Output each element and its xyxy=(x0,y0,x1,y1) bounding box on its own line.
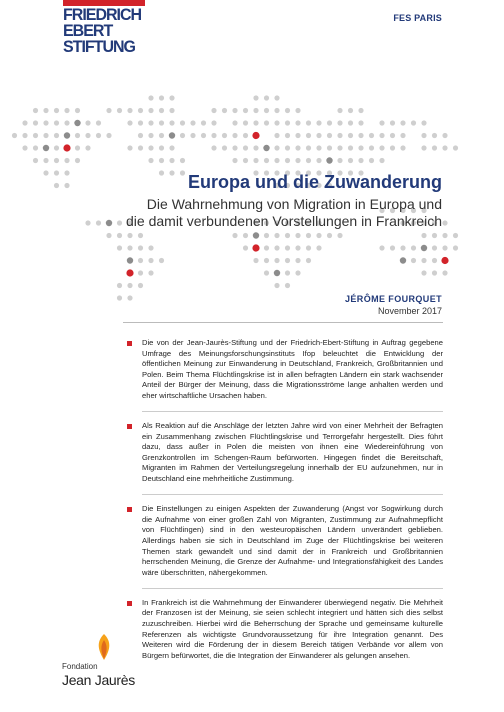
map-dot xyxy=(127,283,132,288)
map-dot xyxy=(96,133,101,138)
map-dot xyxy=(63,144,70,151)
map-dot xyxy=(337,145,342,150)
map-dot xyxy=(148,270,153,275)
map-dot xyxy=(201,120,206,125)
map-dot xyxy=(138,245,143,250)
map-dot xyxy=(43,108,48,113)
map-dot xyxy=(117,233,122,238)
map-dot xyxy=(274,145,279,150)
subtitle-line-2: die damit verbundenen Vorstellungen in Frankreich xyxy=(126,213,442,229)
map-dot xyxy=(127,295,132,300)
publication-date: November 2017 xyxy=(377,306,442,316)
map-dot xyxy=(295,158,300,163)
map-dot xyxy=(295,108,300,113)
map-dot xyxy=(253,120,258,125)
map-dot xyxy=(306,233,311,238)
map-dot xyxy=(159,108,164,113)
map-dot xyxy=(264,158,269,163)
map-dot xyxy=(138,258,143,263)
map-dot xyxy=(264,245,269,250)
map-dot xyxy=(148,120,153,125)
map-dot xyxy=(232,120,237,125)
map-dot xyxy=(264,258,269,263)
map-dot xyxy=(148,108,153,113)
map-dot xyxy=(421,120,426,125)
map-dot xyxy=(442,145,447,150)
map-dot xyxy=(358,133,363,138)
map-dot xyxy=(22,120,27,125)
map-dot xyxy=(274,120,279,125)
map-dot xyxy=(127,145,132,150)
map-dot xyxy=(33,108,38,113)
map-dot xyxy=(411,258,416,263)
map-dot xyxy=(222,108,227,113)
map-dot xyxy=(253,232,259,238)
map-dot xyxy=(127,108,132,113)
map-dot xyxy=(348,133,353,138)
map-dot xyxy=(337,120,342,125)
map-dot xyxy=(222,133,227,138)
map-dot xyxy=(243,120,248,125)
map-dot xyxy=(295,145,300,150)
map-dot xyxy=(369,133,374,138)
map-dot xyxy=(117,245,122,250)
map-dot xyxy=(138,233,143,238)
map-dot xyxy=(327,233,332,238)
map-dot xyxy=(74,120,80,126)
logo-line-3: STIFTUNG xyxy=(63,38,135,57)
map-dot xyxy=(106,108,111,113)
map-dot xyxy=(306,158,311,163)
logo-line-2: EBERT xyxy=(63,22,113,41)
map-dot xyxy=(285,108,290,113)
office-label: FES PARIS xyxy=(393,13,442,23)
map-dot xyxy=(295,270,300,275)
map-dot xyxy=(169,158,174,163)
map-dot xyxy=(43,158,48,163)
map-dot xyxy=(421,145,426,150)
map-dot xyxy=(285,158,290,163)
map-dot xyxy=(126,269,133,276)
map-dot xyxy=(421,133,426,138)
divider xyxy=(123,322,443,323)
map-dot xyxy=(43,120,48,125)
map-dot xyxy=(327,133,332,138)
map-dot xyxy=(159,145,164,150)
map-dot xyxy=(390,145,395,150)
map-dot xyxy=(264,108,269,113)
map-dot xyxy=(211,120,216,125)
map-dot xyxy=(432,245,437,250)
map-dot xyxy=(348,145,353,150)
map-dot xyxy=(411,120,416,125)
map-dot xyxy=(295,233,300,238)
map-dot xyxy=(441,257,448,264)
map-dot xyxy=(285,233,290,238)
map-dot xyxy=(190,133,195,138)
map-dot xyxy=(379,158,384,163)
map-dot xyxy=(138,145,143,150)
map-dot xyxy=(285,245,290,250)
map-dot xyxy=(75,108,80,113)
map-dot xyxy=(169,120,174,125)
map-dot xyxy=(337,158,342,163)
map-dot xyxy=(442,133,447,138)
map-dot xyxy=(75,158,80,163)
map-dot xyxy=(138,133,143,138)
map-dot xyxy=(33,120,38,125)
map-dot xyxy=(106,233,111,238)
map-dot xyxy=(54,120,59,125)
map-dot xyxy=(85,145,90,150)
map-dot xyxy=(64,108,69,113)
map-dot xyxy=(379,133,384,138)
map-dot xyxy=(85,120,90,125)
map-dot xyxy=(264,120,269,125)
map-dot xyxy=(285,270,290,275)
fondation-label: Fondation xyxy=(62,662,98,671)
map-dot xyxy=(148,158,153,163)
map-dot xyxy=(117,108,122,113)
map-dot xyxy=(232,233,237,238)
map-dot xyxy=(253,258,258,263)
map-dot xyxy=(64,120,69,125)
map-dot xyxy=(274,245,279,250)
map-dot xyxy=(243,108,248,113)
map-dot xyxy=(453,245,458,250)
map-dot xyxy=(432,145,437,150)
flame-icon xyxy=(84,632,124,662)
map-dot xyxy=(358,158,363,163)
map-dot xyxy=(159,120,164,125)
map-dot xyxy=(253,158,258,163)
map-dot xyxy=(169,132,175,138)
map-dot xyxy=(127,245,132,250)
map-dot xyxy=(306,133,311,138)
map-dot xyxy=(285,258,290,263)
map-dot xyxy=(390,245,395,250)
map-dot xyxy=(369,145,374,150)
map-dot xyxy=(222,145,227,150)
summary-paragraph xyxy=(125,504,443,578)
paragraph-text: Als Reaktion auf die Anschläge der letzten Jahre wird von einer Mehrheit der Befragten ein Zusammenhang zwischen Flüchtlingskrise und Terrorgefahr hergestellt. Dies führt dazu, dass außer in Polen die meisten von ihnen eine Wiedereinführung von Grenzkontrollen im Schengen-Raum befürworten. Hingegen findet die Bereitschaft, Migranten im Rahmen der Verteilungsregelung innerhalb der EU aufzunehmen, nur in Deutschland eine mehrheitliche Zustimmung. xyxy=(142,421,443,484)
map-dot xyxy=(274,95,279,100)
map-dot xyxy=(148,258,153,263)
map-dot xyxy=(348,158,353,163)
map-dot xyxy=(327,145,332,150)
map-dot xyxy=(316,120,321,125)
map-dot xyxy=(180,133,185,138)
map-dot xyxy=(232,108,237,113)
map-dot xyxy=(327,120,332,125)
map-dot xyxy=(285,120,290,125)
map-dot xyxy=(148,245,153,250)
map-dot xyxy=(253,95,258,100)
map-dot xyxy=(138,270,143,275)
map-dot xyxy=(453,233,458,238)
map-dot xyxy=(400,133,405,138)
map-dot xyxy=(138,120,143,125)
map-dot xyxy=(169,108,174,113)
map-dot xyxy=(421,233,426,238)
map-dot xyxy=(54,108,59,113)
map-dot xyxy=(232,133,237,138)
subtitle-line-1: Die Wahrnehmung von Migration in Europa und xyxy=(146,196,442,212)
map-dot xyxy=(54,145,59,150)
map-dot xyxy=(442,233,447,238)
summary-content xyxy=(125,338,443,671)
map-dot xyxy=(274,258,279,263)
map-dot xyxy=(285,283,290,288)
map-dot xyxy=(326,157,332,163)
map-dot xyxy=(117,295,122,300)
map-dot xyxy=(295,120,300,125)
bullet-square-icon xyxy=(127,601,132,606)
map-dot xyxy=(316,158,321,163)
map-dot xyxy=(421,245,427,251)
map-dot xyxy=(252,132,259,139)
fes-logo xyxy=(63,0,145,56)
map-dot xyxy=(159,158,164,163)
map-dot xyxy=(169,145,174,150)
map-dot xyxy=(400,245,405,250)
paragraph-text: Die von der Jean-Jaurès-Stiftung und der Friedrich-Ebert-Stiftung in Auftrag gegebene Umfrage des Meinungsforschungsinstituts Ifop beleuchtet die Entwicklung der öffentlichen Meinung zur Einwanderung in Deutschland, Frankreich, Großbritannien und Polen. Beim Thema Flüchtlingskrise ist in allen befragten Ländern ein stark wachsender Anteil der Bürger der Meinung, dass die Migrationsströme lange anhalten werden und eher wirtschaftliche Ursachen haben. xyxy=(142,338,443,400)
map-dot xyxy=(211,133,216,138)
paragraph-divider xyxy=(142,588,443,589)
map-dot xyxy=(316,233,321,238)
map-dot xyxy=(106,133,111,138)
map-dot xyxy=(138,283,143,288)
map-dot xyxy=(190,120,195,125)
map-dot xyxy=(243,158,248,163)
paragraph-text: Die Einstellungen zu einigen Aspekten der Zuwanderung (Angst vor Sogwirkung durch die Aufnahme von einer großen Zahl von Migranten, Zustimmung zur Aufnahmepflicht von Flüchtlingen) sind in den westeuropäischen Ländern unverändert geblieben. Allerdings haben sie sich in Deutschland im Zuge der Flüchtlingskrise bei weiteren Themen stark gewandelt und sind damit der in Frankreich und Großbritannien herrschenden Meinung, die Grenze der Aufnahme- und Integrationsfähigkeit des Landes wäre überschritten, nähergekommen. xyxy=(142,504,443,577)
author-name: JÉRÔME FOURQUET xyxy=(344,294,442,304)
paragraph-text: In Frankreich ist die Wahrnehmung der Einwanderer überwiegend negativ. Die Mehrheit der Franzosen ist der Meinung, sie seien schlecht integriert und hätten sich dies selbst zuzuschreiben. Hierbei wird die Beherrschung der Sprache und gemeinsame kulturelle Referenzen als wichtigste Grundvoraussetzung für ihre Integration genannt. Des Weiteren wird die Förderung der in diesem Bereich tätigen Verbände vor allem von Bürgern befürwortet, die die Integration der Einwanderer als gelungen ansehen. xyxy=(142,597,443,660)
map-dot xyxy=(295,133,300,138)
map-dot xyxy=(274,108,279,113)
fondation-name: Jean Jaurès xyxy=(62,672,135,688)
map-dot xyxy=(22,145,27,150)
map-dot xyxy=(358,120,363,125)
map-dot xyxy=(411,245,416,250)
map-dot xyxy=(432,133,437,138)
map-dot xyxy=(75,145,80,150)
paragraph-divider xyxy=(142,494,443,495)
map-dot xyxy=(159,133,164,138)
map-dot xyxy=(201,133,206,138)
map-dot xyxy=(54,133,59,138)
map-dot xyxy=(379,120,384,125)
map-dot xyxy=(148,145,153,150)
map-dot xyxy=(306,145,311,150)
map-dot xyxy=(337,233,342,238)
map-dot xyxy=(253,108,258,113)
map-dot xyxy=(442,245,447,250)
map-dot xyxy=(264,270,269,275)
map-dot xyxy=(306,245,311,250)
map-dot xyxy=(337,133,342,138)
map-dot xyxy=(159,258,164,263)
map-dot xyxy=(22,133,27,138)
map-dot xyxy=(306,120,311,125)
map-dot xyxy=(264,233,269,238)
map-dot xyxy=(306,258,311,263)
map-dot xyxy=(432,270,437,275)
map-dot xyxy=(390,120,395,125)
map-dot xyxy=(337,108,342,113)
bullet-square-icon xyxy=(127,341,132,346)
map-dot xyxy=(274,133,279,138)
map-dot xyxy=(442,220,447,225)
map-dot xyxy=(358,108,363,113)
fondation-jean-jaures-logo xyxy=(62,632,152,694)
map-dot xyxy=(400,120,405,125)
summary-paragraph xyxy=(125,421,443,485)
map-dot xyxy=(316,145,321,150)
map-dot xyxy=(211,108,216,113)
map-dot xyxy=(285,145,290,150)
map-dot xyxy=(379,145,384,150)
map-dot xyxy=(43,133,48,138)
bullet-square-icon xyxy=(127,424,132,429)
map-dot xyxy=(316,245,321,250)
map-dot xyxy=(232,145,237,150)
map-dot xyxy=(264,95,269,100)
map-dot xyxy=(148,133,153,138)
map-dot xyxy=(180,120,185,125)
map-dot xyxy=(432,258,437,263)
map-dot xyxy=(348,120,353,125)
map-dot xyxy=(453,145,458,150)
map-dot xyxy=(379,245,384,250)
map-dot xyxy=(442,270,447,275)
map-dot xyxy=(274,233,279,238)
map-dot xyxy=(263,145,269,151)
map-dot xyxy=(75,133,80,138)
map-dot xyxy=(243,133,248,138)
logo-red-bar xyxy=(63,0,145,6)
map-dot xyxy=(127,233,132,238)
map-dot xyxy=(400,145,405,150)
map-dot xyxy=(316,133,321,138)
map-dot xyxy=(295,245,300,250)
map-dot xyxy=(211,145,216,150)
paragraph-divider xyxy=(142,411,443,412)
map-dot xyxy=(421,270,426,275)
map-dot xyxy=(117,283,122,288)
map-dot xyxy=(169,95,174,100)
map-dot xyxy=(33,158,38,163)
map-dot xyxy=(54,158,59,163)
map-dot xyxy=(243,145,248,150)
map-dot xyxy=(232,158,237,163)
map-dot xyxy=(358,145,363,150)
map-dot xyxy=(64,158,69,163)
map-dot xyxy=(432,233,437,238)
map-dot xyxy=(274,270,280,276)
map-dot xyxy=(138,108,143,113)
summary-paragraph xyxy=(125,338,443,402)
map-dot xyxy=(369,158,374,163)
map-dot xyxy=(33,133,38,138)
map-dot xyxy=(295,258,300,263)
map-dot xyxy=(96,120,101,125)
map-dot xyxy=(253,145,258,150)
document-title: Europa und die Zuwanderung xyxy=(188,172,442,192)
map-dot xyxy=(148,95,153,100)
map-dot xyxy=(285,133,290,138)
map-dot xyxy=(390,133,395,138)
map-dot xyxy=(274,158,279,163)
map-dot xyxy=(243,233,248,238)
map-dot xyxy=(421,258,426,263)
map-dot xyxy=(180,158,185,163)
map-dot xyxy=(85,133,90,138)
map-dot xyxy=(33,145,38,150)
summary-paragraph xyxy=(125,598,443,662)
map-dot xyxy=(64,132,70,138)
map-dot xyxy=(274,283,279,288)
map-dot xyxy=(127,120,132,125)
map-dot xyxy=(252,244,259,251)
map-dot xyxy=(243,245,248,250)
map-dot xyxy=(127,257,133,263)
map-dot xyxy=(159,95,164,100)
map-dot xyxy=(400,257,406,263)
bullet-square-icon xyxy=(127,507,132,512)
logo-line-1: FRIEDRICH xyxy=(63,6,142,25)
map-dot xyxy=(43,145,49,151)
map-dot xyxy=(348,108,353,113)
map-dot xyxy=(12,133,17,138)
